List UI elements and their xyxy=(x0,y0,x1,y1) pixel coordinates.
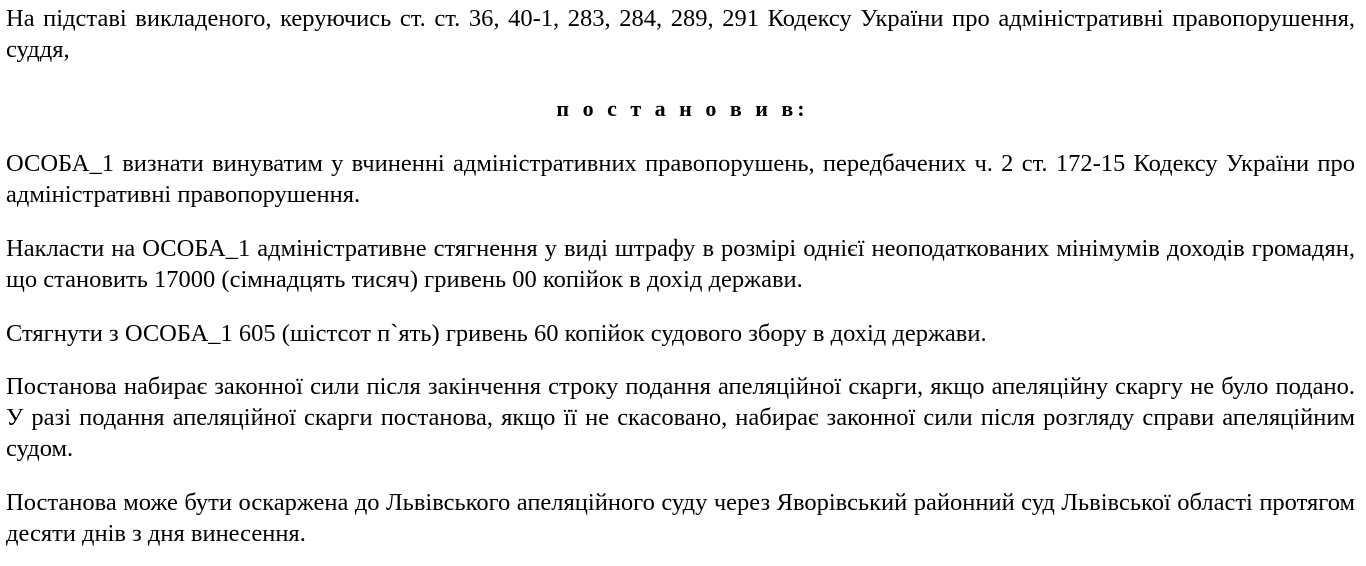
intro-paragraph: На підставі викладеного, керуючись ст. ст. 36, 40-1, 283, 284, 289, 291 Кодексу України про адміністративні правопорушення, суддя, xyxy=(6,5,1355,63)
resolution-heading: п о с т а н о в и в: xyxy=(556,96,809,121)
guilty-paragraph: ОСОБА_1 визнати винуватим у вчиненні адміністративних правопорушень, передбачених ч. 2 ст. 172-15 Кодексу України про адміністративні правопорушення. xyxy=(6,150,1355,208)
legal-effect-paragraph: Постанова набирає законної сили після закінчення строку подання апеляційної скарги, якщо апеляційну скаргу не було подано. У разі подання апеляційної скарги постанова, якщо її не скасовано, набирає законної сили після розгляду справи апеляційним судом. xyxy=(6,373,1355,462)
appeal-paragraph: Постанова може бути оскаржена до Львівського апеляційного суду через Яворівський районний суд Львівської області протягом десяти днів з дня винесення. xyxy=(6,489,1355,547)
penalty-paragraph: Накласти на ОСОБА_1 адміністративне стягнення у виді штрафу в розмірі однієї неоподаткованих мінімумів доходів громадян, що становить 17000 (сімнадцять тисяч) гривень 00 копійок в дохід держави. xyxy=(6,235,1355,293)
court-fee-paragraph: Стягнути з ОСОБА_1 605 (шістсот п`ять) гривень 60 копійок судового збору в дохід держави. xyxy=(6,320,987,347)
